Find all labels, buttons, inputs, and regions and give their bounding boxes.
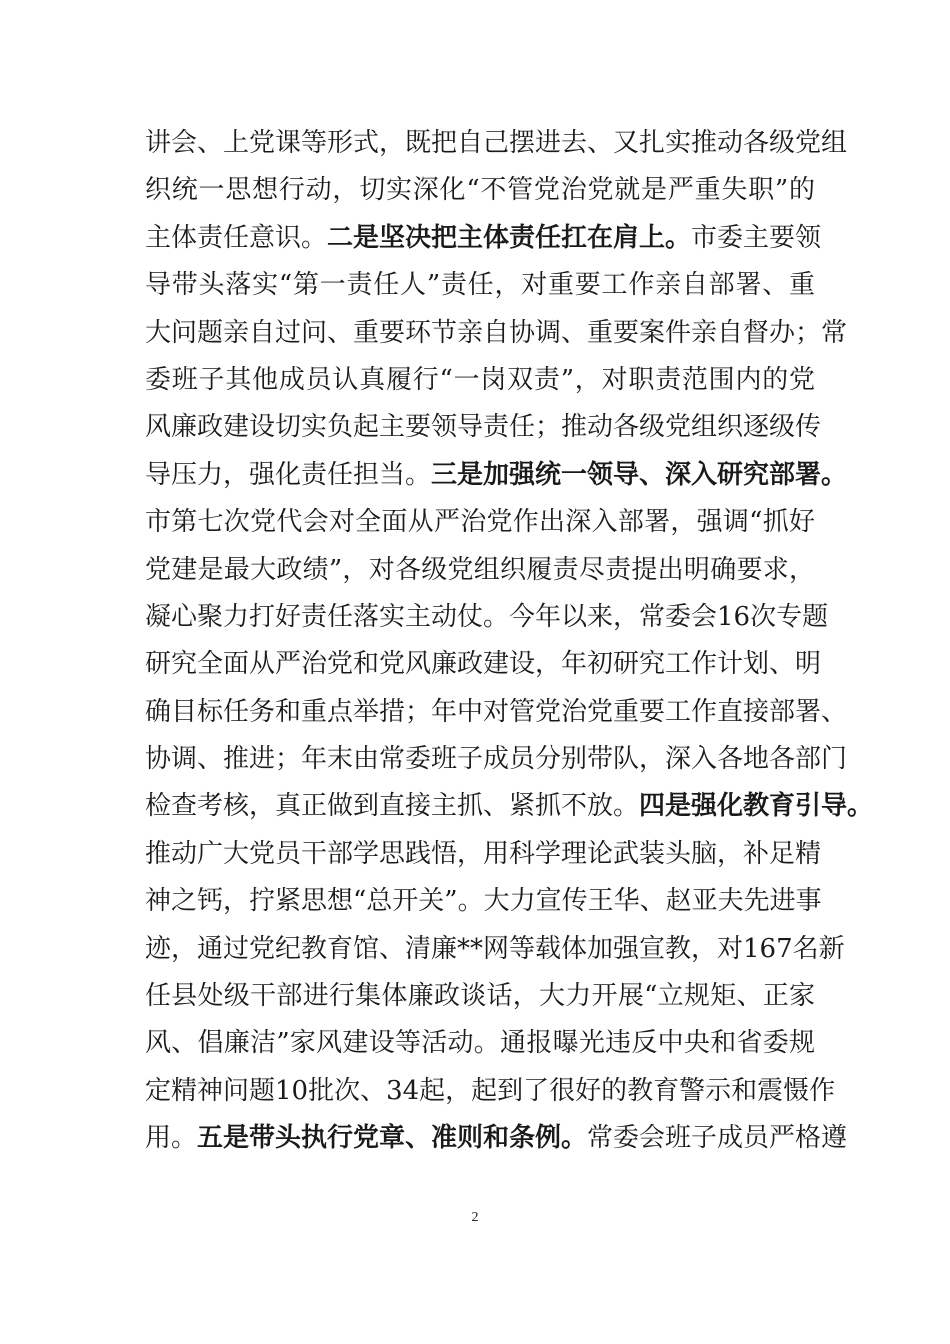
text-segment: 迹，通过党纪教育馆、清廉**网等载体加强宣教，对167名新 <box>145 933 845 964</box>
text-segment: 导带头落实“第一责任人”责任，对重要工作亲自部署、重 <box>145 270 815 301</box>
text-line <box>145 878 822 925</box>
text-line <box>145 357 815 404</box>
text-line <box>145 499 815 546</box>
text-line <box>145 310 848 357</box>
text-line <box>145 1020 815 1067</box>
text-segment: 推动广大党员干部学思践悟，用科学理论武装头脑，补足精 <box>145 838 822 869</box>
text-segment: 市委主要领 <box>691 222 822 253</box>
bold-heading-segment: 二是坚决把主体责任扛在肩上。 <box>327 222 692 253</box>
text-segment: 神之钙，拧紧思想“总开关”。大力宣传王华、赵亚夫先进事 <box>145 886 822 917</box>
text-segment: 凝心聚力打好责任落实主动仗。今年以来，常委会16次专题 <box>145 601 829 632</box>
text-line <box>145 404 822 451</box>
text-line <box>145 973 815 1020</box>
text-segment: 市第七次党代会对全面从严治党作出深入部署，强调“抓好 <box>145 507 815 538</box>
body-text <box>145 120 874 1163</box>
text-segment: 研究全面从严治党和党风廉政建设，年初研究工作计划、明 <box>145 649 822 680</box>
text-segment: 党建是最大政绩”，对各级党组织履责尽责提出明确要求， <box>145 554 815 585</box>
bold-heading-segment: 三是加强统一领导、深入研究部署。 <box>431 459 848 490</box>
text-line <box>145 1115 848 1162</box>
text-line <box>145 167 815 214</box>
text-segment: 风廉政建设切实负起主要领导责任；推动各级党组织逐级传 <box>145 412 822 443</box>
text-line <box>145 215 822 262</box>
text-line <box>145 641 822 688</box>
text-segment: 定精神问题10批次、34起，起到了很好的教育警示和震慑作 <box>145 1075 836 1106</box>
page-number: 2 <box>471 1210 479 1225</box>
text-segment: 协调、推进；年末由常委班子成员分别带队，深入各地各部门 <box>145 744 848 775</box>
text-line <box>145 452 848 499</box>
bold-heading-segment: 五是带头执行党章、准则和条例。 <box>197 1123 588 1154</box>
text-segment: 风、倡廉洁”家风建设等活动。通报曝光违反中央和省委规 <box>145 1028 815 1059</box>
text-line <box>145 689 848 736</box>
text-segment: 主体责任意识。 <box>145 222 328 253</box>
text-segment: 讲会、上党课等形式，既把自己摆进去、又扎实推动各级党组 <box>145 128 848 158</box>
text-segment: 检查考核，真正做到直接主抓、紧抓不放。 <box>145 791 640 822</box>
text-segment: 任县处级干部进行集体廉政谈话，大力开展“立规矩、正家 <box>145 981 815 1012</box>
text-line <box>145 120 848 167</box>
text-line <box>145 783 874 830</box>
bold-heading-segment: 四是强化教育引导。 <box>639 791 874 822</box>
text-line <box>145 547 815 594</box>
text-line <box>145 736 848 783</box>
text-line <box>145 594 829 641</box>
text-line <box>145 262 815 309</box>
text-segment: 织统一思想行动，切实深化“不管党治党就是严重失职”的 <box>145 175 815 206</box>
text-segment: 常委会班子成员严格遵 <box>587 1123 848 1154</box>
text-segment: 确目标任务和重点举措；年中对管党治党重要工作直接部署、 <box>145 696 848 727</box>
text-line <box>145 831 822 878</box>
text-segment: 导压力，强化责任担当。 <box>145 459 432 490</box>
text-segment: 委班子其他成员认真履行“一岗双责”，对职责范围内的党 <box>145 364 815 395</box>
text-segment: 用。 <box>145 1123 198 1154</box>
text-line <box>145 926 845 973</box>
text-line <box>145 1068 836 1115</box>
text-segment: 大问题亲自过问、重要环节亲自协调、重要案件亲自督办；常 <box>145 317 848 348</box>
